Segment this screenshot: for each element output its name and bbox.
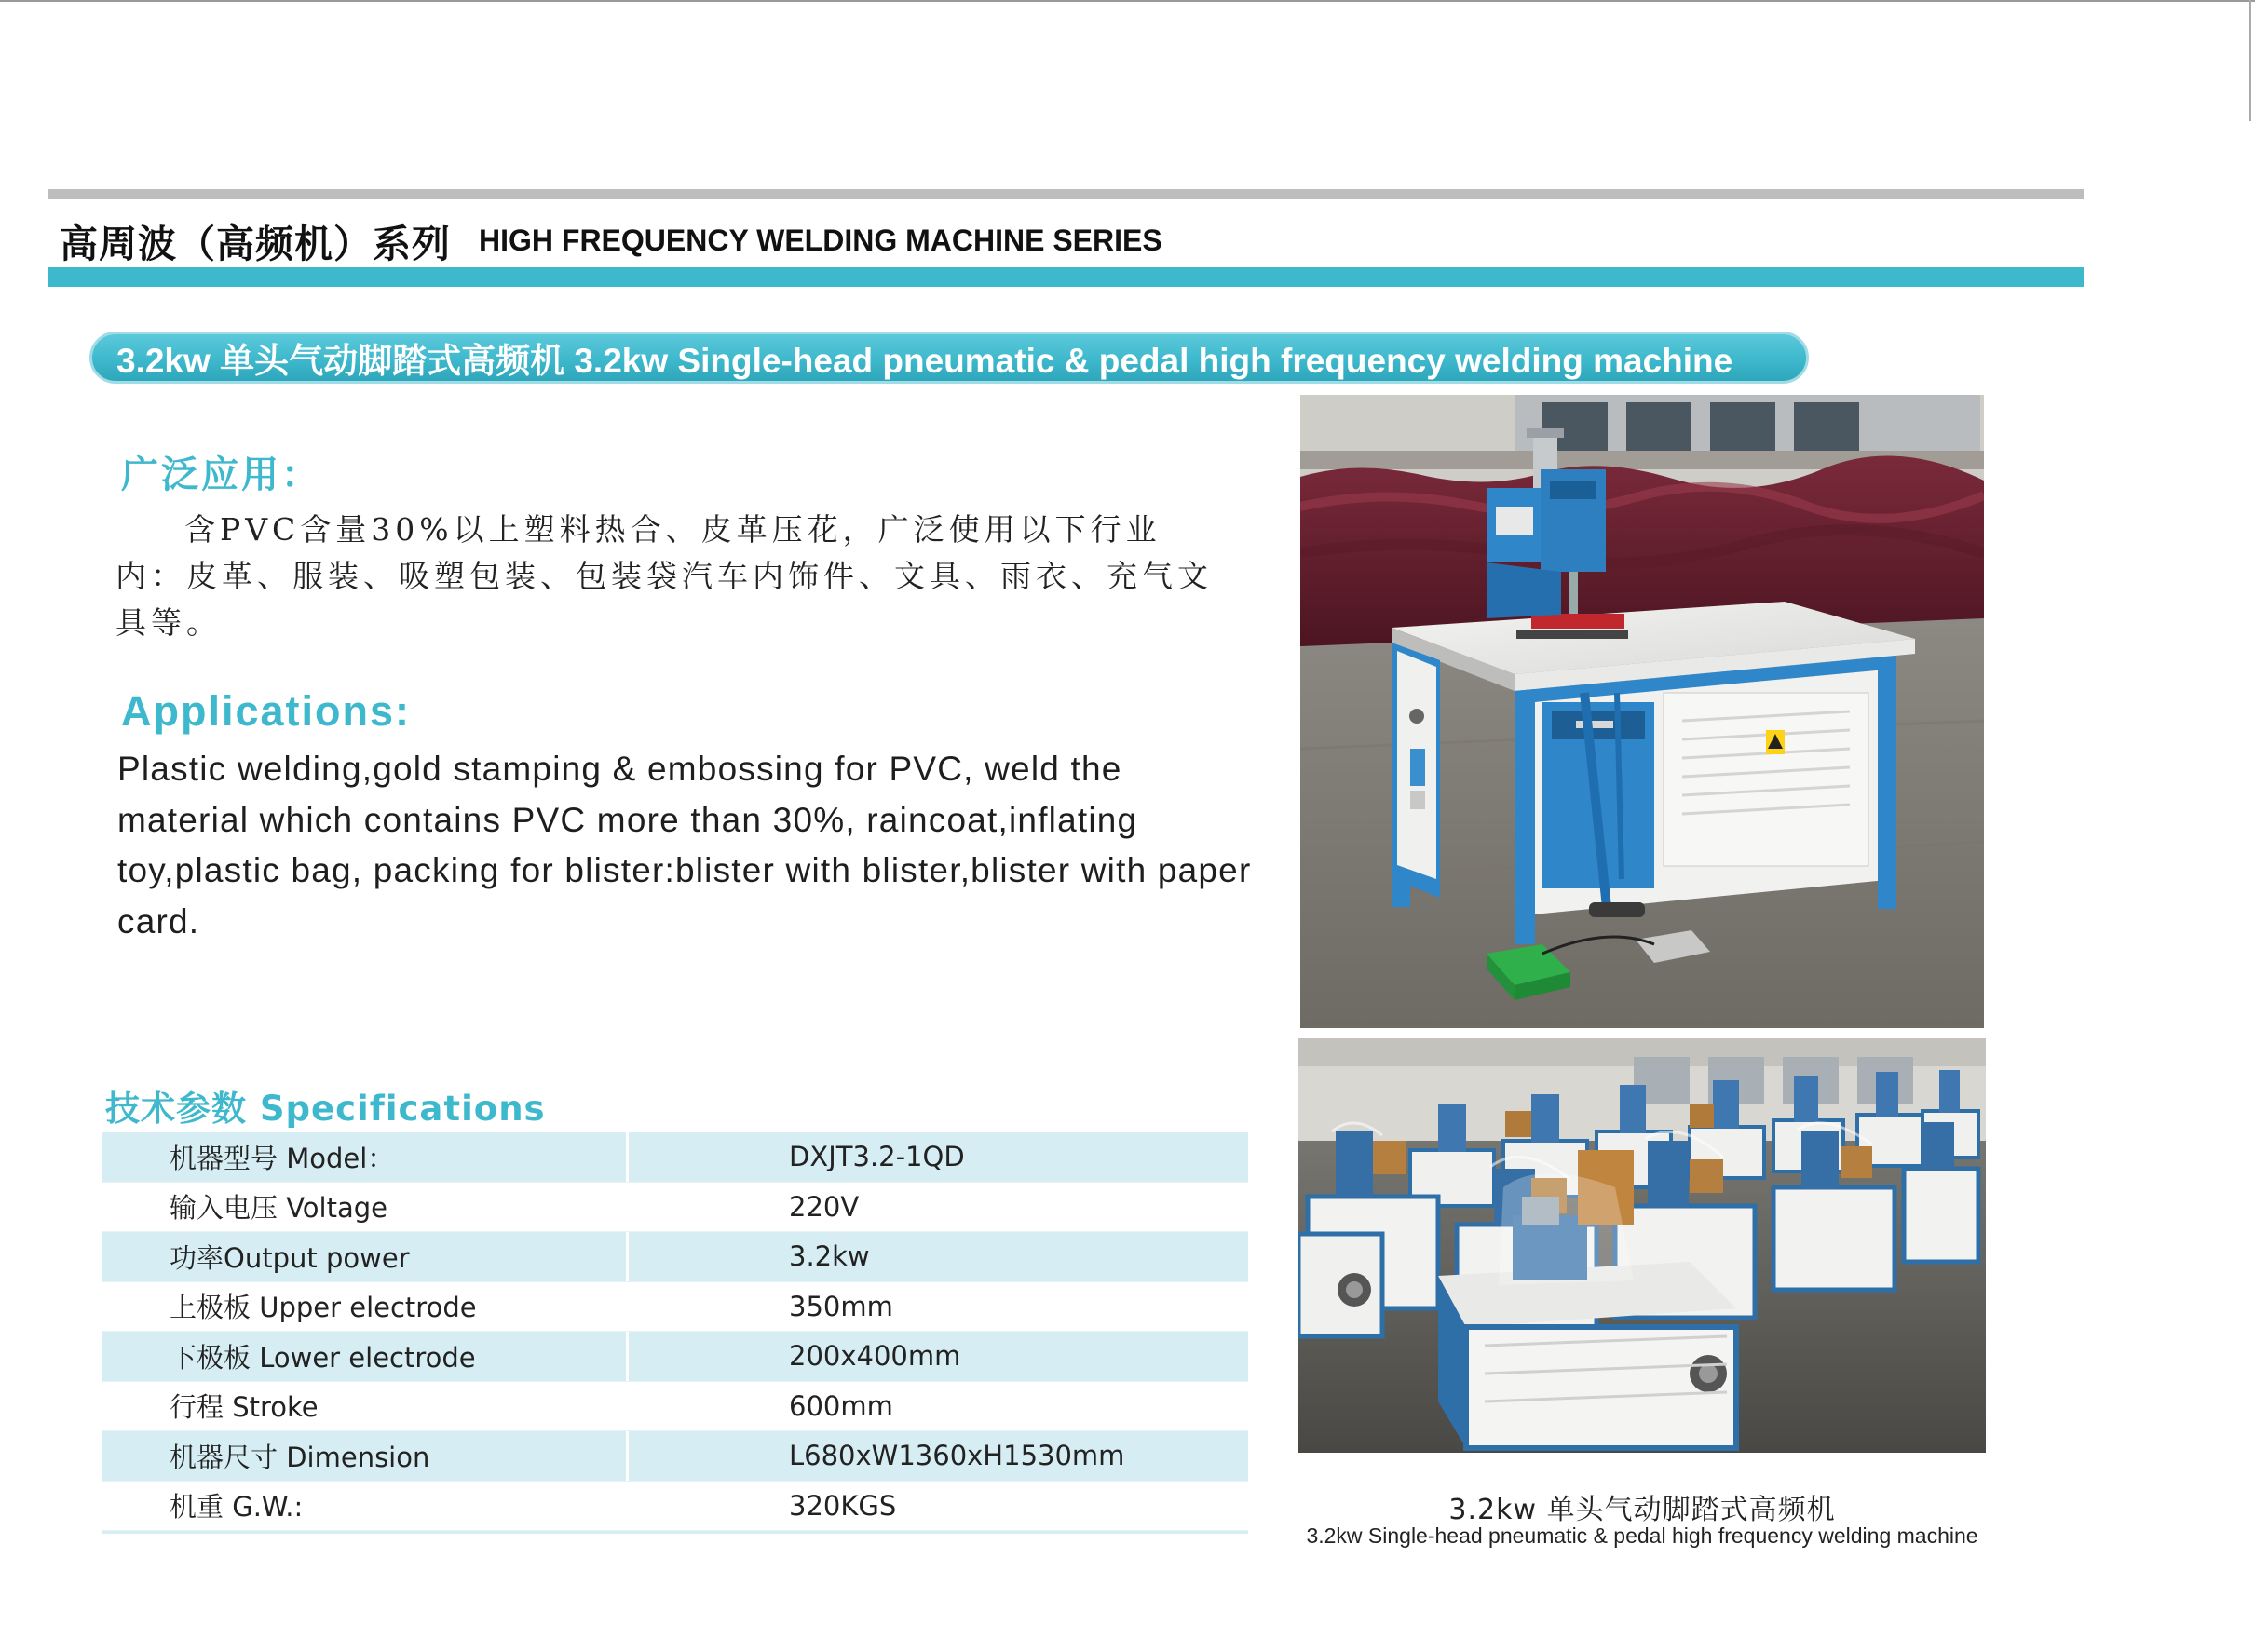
spec-row [102,1183,1248,1233]
spec-row [102,1132,1248,1183]
applications-text-en: Plastic welding,gold stamping & embossing for PVC, weld the material which contains PVC more than 30%, raincoat,inflating toy,plastic bag, packing for blister:blister with blister,blister with paper card. [117,750,1252,941]
product-banner-title: 3.2kw 单头气动脚踏式高频机 3.2kw Single-head pneumatic & pedal high frequency welding machine [116,342,1733,380]
factory-batch-photo [1298,1038,1986,1453]
product-banner [89,332,1809,384]
header-teal-bar [48,267,2084,287]
spec-value: L680xW1360xH1530mm [789,1440,1125,1472]
applications-heading-cn: 广泛应用： [121,454,321,496]
spec-table-bottom-rule [102,1531,1248,1534]
specifications-title: 技术参数 Specifications [105,1089,546,1129]
spec-label: 功率Output power [102,1232,629,1281]
series-title-en: HIGH FREQUENCY WELDING MACHINE SERIES [479,223,1162,257]
machine-photo [1300,395,1984,1028]
right-border-line [2249,0,2251,121]
spec-value: 320KGS [789,1489,897,1522]
spec-row [102,1232,1248,1282]
spec-value: DXJT3.2-1QD [789,1141,965,1173]
spec-value: 200x400mm [789,1340,961,1373]
series-title-cn: 高周波（高频机）系列 [60,221,451,266]
spec-value: 600mm [789,1389,893,1422]
spec-row [102,1282,1248,1333]
applications-heading-en: Applications: [121,687,412,735]
spec-value: 220V [789,1190,860,1223]
spec-value: 3.2kw [789,1240,870,1273]
warning-sign-icon [1766,730,1785,754]
spec-label: 下极板 Lower electrode [102,1332,629,1381]
spec-label: 机器尺寸 Dimension [102,1431,629,1481]
spec-label: 输入电压 Voltage [102,1183,629,1232]
series-title [60,212,1162,268]
spec-row [102,1382,1248,1432]
spec-label: 上极板 Upper electrode [102,1282,629,1332]
spec-label: 行程 Stroke [102,1382,629,1431]
top-border-line [0,0,2255,2]
spec-label: 机重 G.W.: [102,1482,629,1531]
spec-row [102,1482,1248,1532]
spec-row [102,1431,1248,1482]
photo-caption-en: 3.2kw Single-head pneumatic & pedal high frequency welding machine [1306,1523,1978,1548]
spec-label: 机器型号 Model： [102,1132,629,1182]
applications-text-cn: 含PVC含量30%以上塑料热合、皮革压花，广泛使用以下行业内：皮革、服装、吸塑包装、包装袋汽车内饰件、文具、雨衣、充气文具等。 [115,511,1213,641]
spec-value: 350mm [789,1290,893,1322]
specifications-table [102,1132,1248,1534]
photo-caption-cn: 3.2kw 单头气动脚踏式高频机 [1448,1494,1836,1526]
spec-row [102,1332,1248,1382]
header-gray-bar [48,189,2084,199]
